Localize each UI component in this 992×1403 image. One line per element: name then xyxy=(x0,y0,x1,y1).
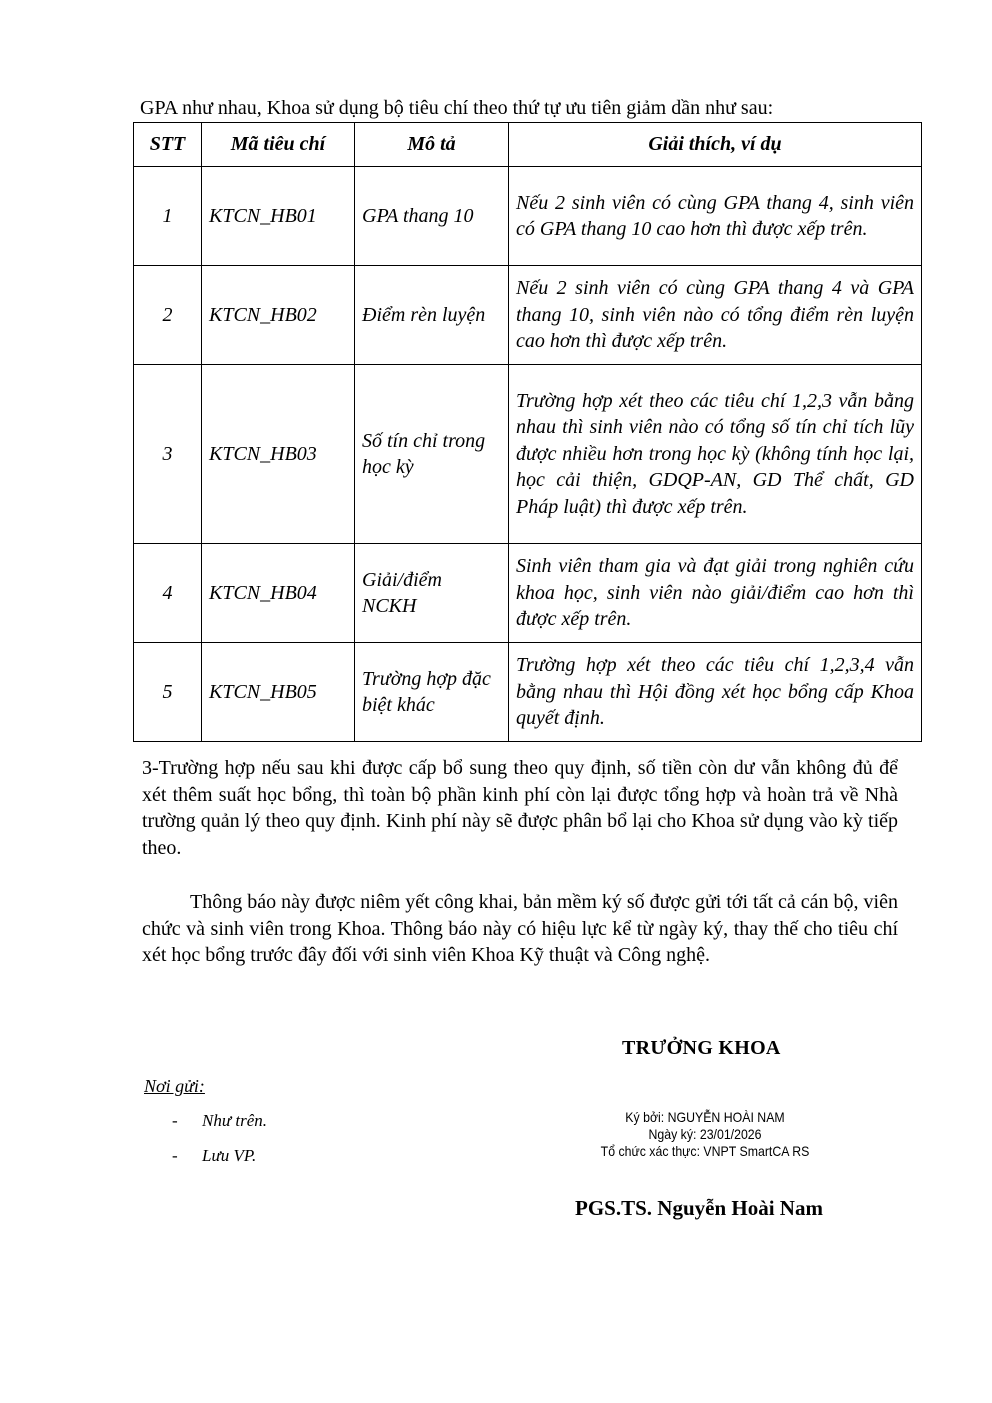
digital-signature-date: Ngày ký: 23/01/2026 xyxy=(648,1126,762,1142)
cell-code: KTCN_HB05 xyxy=(202,643,355,742)
paragraph-notice: Thông báo này được niêm yết công khai, bản mềm ký số được gửi tới tất cả cán bộ, viên chức và sinh viên trong Khoa. Thông báo này có hiệu lực kể từ ngày ký, thay thế cho tiêu chí xét học bổng trước đây đối với sinh viên Khoa Kỹ thuật và Công nghệ. xyxy=(142,891,898,966)
cell-explanation: Nếu 2 sinh viên có cùng GPA thang 4 và GPA thang 10, sinh viên nào có tổng điểm rèn luyện cao hơn thì được xếp trên. xyxy=(509,266,922,365)
header-explanation: Giải thích, ví dụ xyxy=(509,123,922,167)
paragraph-remaining-funds: 3-Trường hợp nếu sau khi được cấp bổ sung theo quy định, số tiền còn dư vẫn không đủ để xét thêm suất học bổng, thì toàn bộ phần kinh phí còn lại được tổng hợp và hoàn trả về Nhà trường quản lý theo quy định. Kinh phí này sẽ được phân bổ lại cho Khoa sử dụng vào kỳ tiếp theo. xyxy=(142,757,898,859)
header-code: Mã tiêu chí xyxy=(202,123,355,167)
recipient-item xyxy=(172,1111,267,1131)
recipient-text: Lưu VP. xyxy=(202,1146,257,1165)
table-row xyxy=(134,365,922,544)
table-row xyxy=(134,544,922,643)
recipient-text: Như trên. xyxy=(202,1111,267,1130)
cell-code: KTCN_HB03 xyxy=(202,365,355,544)
table-row xyxy=(134,266,922,365)
criteria-table xyxy=(133,122,922,742)
cell-description: Giải/điểm NCKH xyxy=(355,544,509,643)
digital-signature-signer: Ký bởi: NGUYỄN HOÀI NAM xyxy=(625,1109,785,1125)
cell-code: KTCN_HB04 xyxy=(202,544,355,643)
intro-line: GPA như nhau, Khoa sử dụng bộ tiêu chí theo thứ tự ưu tiên giảm dần như sau: xyxy=(140,97,774,119)
cell-stt: 2 xyxy=(134,266,202,365)
cell-description: Điểm rèn luyện xyxy=(355,266,509,365)
header-stt: STT xyxy=(134,123,202,167)
list-dash: - xyxy=(172,1111,178,1130)
cell-explanation: Trường hợp xét theo các tiêu chí 1,2,3 vẫn bằng nhau thì sinh viên nào có tổng số tín chỉ tích lũy được nhiều hơn trong học kỳ (không tính học lại, học cải thiện, GDQP-AN, GD Thể chất, GD Pháp luật) thì được xếp trên. xyxy=(509,365,922,544)
cell-code: KTCN_HB02 xyxy=(202,266,355,365)
recipients-label: Nơi gửi: xyxy=(144,1076,205,1096)
table-row xyxy=(134,167,922,266)
cell-stt: 4 xyxy=(134,544,202,643)
signer-name: PGS.TS. Nguyễn Hoài Nam xyxy=(575,1196,823,1220)
header-description: Mô tả xyxy=(355,123,509,167)
signature-title: TRƯỞNG KHOA xyxy=(622,1037,781,1059)
cell-description: Trường hợp đặc biệt khác xyxy=(355,643,509,742)
cell-stt: 5 xyxy=(134,643,202,742)
cell-code: KTCN_HB01 xyxy=(202,167,355,266)
recipient-item xyxy=(172,1146,256,1166)
cell-explanation: Trường hợp xét theo các tiêu chí 1,2,3,4 vẫn bằng nhau thì Hội đồng xét học bổng cấp Khoa quyết định. xyxy=(509,643,922,742)
cell-stt: 3 xyxy=(134,365,202,544)
table-header-row xyxy=(134,123,922,167)
cell-description: GPA thang 10 xyxy=(355,167,509,266)
table-row xyxy=(134,643,922,742)
cell-explanation: Nếu 2 sinh viên có cùng GPA thang 4, sinh viên có GPA thang 10 cao hơn thì được xếp trên. xyxy=(509,167,922,266)
cell-stt: 1 xyxy=(134,167,202,266)
cell-explanation: Sinh viên tham gia và đạt giải trong nghiên cứu khoa học, sinh viên nào giải/điểm cao hơn thì được xếp trên. xyxy=(509,544,922,643)
digital-signature-org: Tổ chức xác thực: VNPT SmartCA RS xyxy=(600,1143,810,1159)
list-dash: - xyxy=(172,1146,178,1165)
cell-description: Số tín chỉ trong học kỳ xyxy=(355,365,509,544)
